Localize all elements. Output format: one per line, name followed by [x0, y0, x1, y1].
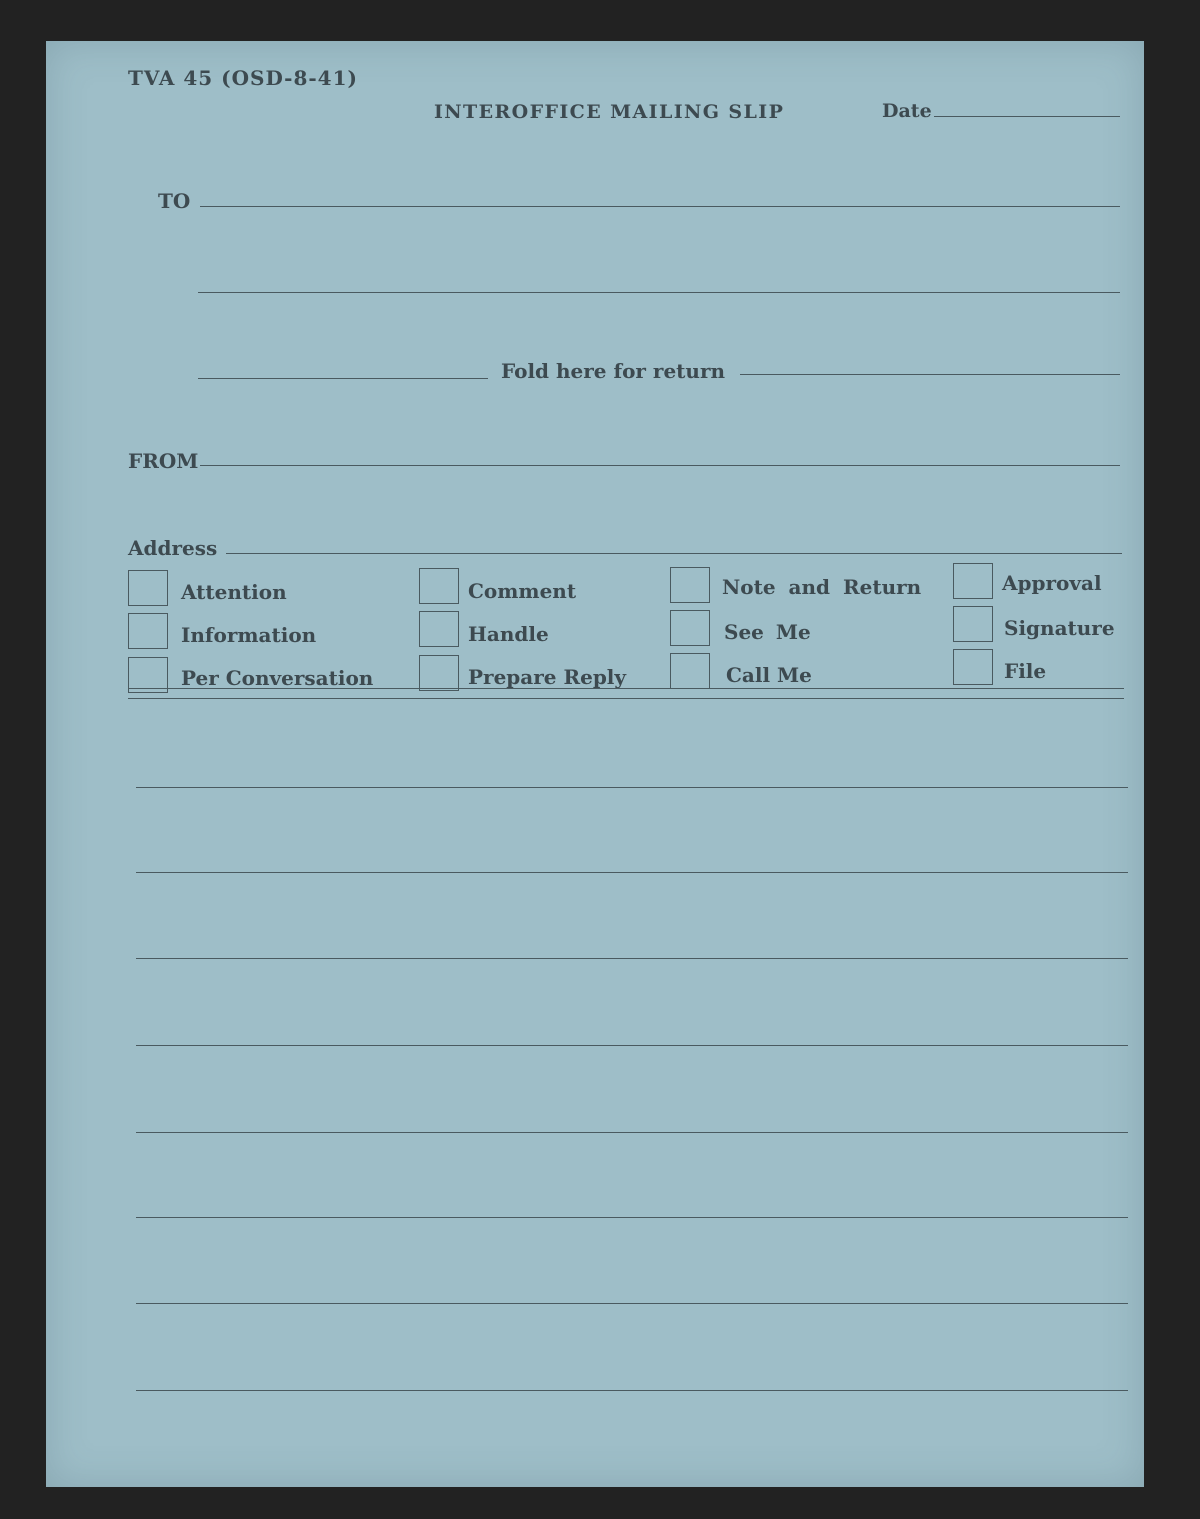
- to-label: TO: [158, 189, 191, 213]
- fold-line-left: [198, 378, 488, 379]
- mailing-slip: [46, 41, 1144, 1487]
- message-line[interactable]: [136, 1390, 1128, 1391]
- message-line[interactable]: [136, 1132, 1128, 1133]
- file-checkbox[interactable]: [953, 649, 993, 685]
- message-line[interactable]: [136, 1303, 1128, 1304]
- message-line[interactable]: [136, 1217, 1128, 1218]
- comment-checkbox[interactable]: [419, 568, 459, 604]
- message-line[interactable]: [136, 1045, 1128, 1046]
- information-checkbox[interactable]: [128, 613, 168, 649]
- prepare-reply-checkbox[interactable]: [419, 655, 459, 691]
- to-line-1[interactable]: [200, 206, 1120, 207]
- date-line[interactable]: [934, 116, 1120, 117]
- see-me-checkbox[interactable]: [670, 610, 710, 646]
- prepare-reply-label: Prepare Reply: [468, 665, 627, 689]
- from-line[interactable]: [200, 465, 1120, 466]
- message-line[interactable]: [136, 872, 1128, 873]
- fold-line-right: [740, 374, 1120, 375]
- handle-label: Handle: [468, 622, 549, 646]
- handle-checkbox[interactable]: [419, 611, 459, 647]
- fold-label: Fold here for return: [501, 359, 726, 383]
- information-label: Information: [181, 623, 317, 647]
- address-label: Address: [128, 536, 218, 560]
- to-line-2[interactable]: [198, 292, 1120, 293]
- from-label: FROM: [128, 449, 199, 473]
- options-rule-top: [128, 688, 1124, 689]
- signature-label: Signature: [1004, 616, 1115, 640]
- message-line[interactable]: [136, 787, 1128, 788]
- date-label: Date: [882, 100, 932, 122]
- note-and-return-label: Note and Return: [722, 575, 922, 599]
- form-code: TVA 45 (OSD-8-41): [128, 66, 358, 90]
- address-line[interactable]: [226, 553, 1122, 554]
- approval-label: Approval: [1002, 571, 1102, 595]
- attention-label: Attention: [181, 580, 287, 604]
- comment-label: Comment: [468, 579, 577, 603]
- approval-checkbox[interactable]: [953, 563, 993, 599]
- note-and-return-checkbox[interactable]: [670, 567, 710, 603]
- signature-checkbox[interactable]: [953, 606, 993, 642]
- per-conversation-label: Per Conversation: [181, 666, 374, 690]
- see-me-label: See Me: [724, 620, 811, 644]
- message-line[interactable]: [136, 958, 1128, 959]
- attention-checkbox[interactable]: [128, 570, 168, 606]
- call-me-checkbox[interactable]: [670, 653, 710, 689]
- call-me-label: Call Me: [726, 663, 812, 687]
- form-title: INTEROFFICE MAILING SLIP: [434, 101, 785, 123]
- file-label: File: [1004, 659, 1047, 683]
- options-rule-bottom: [128, 698, 1124, 699]
